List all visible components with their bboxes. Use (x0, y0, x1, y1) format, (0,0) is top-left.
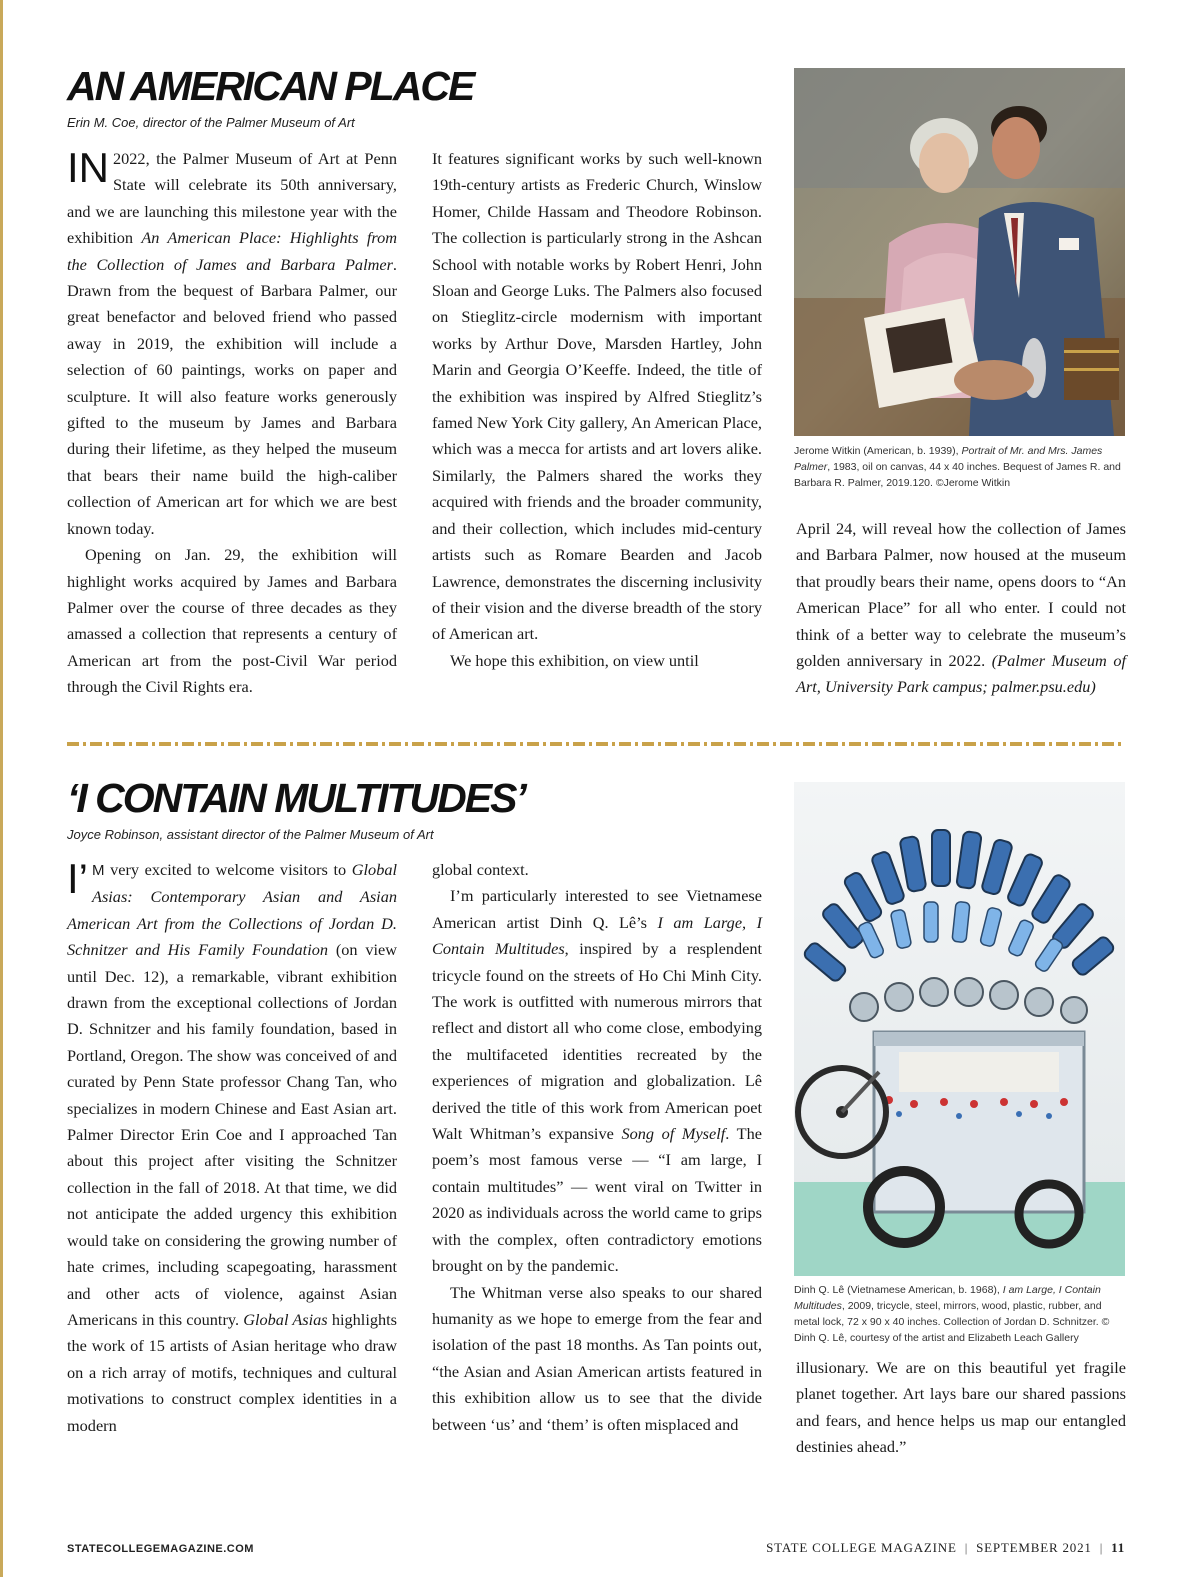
footer-issue-date: SEPTEMBER 2021 (976, 1540, 1092, 1555)
tricycle-sculpture-image (794, 782, 1125, 1276)
portrait-painting-image (794, 68, 1125, 436)
article-title: ‘I CONTAIN MULTITUDES’ (67, 775, 525, 821)
page-number: 11 (1111, 1540, 1125, 1555)
article-column-2 (432, 857, 762, 1438)
paragraph: The Whitman verse also speaks to our shared humanity as we hope to emerge from the fear and isolation of the past 18 months. As Tan points out, “the Asian and Asian American artists featured in this exhibition allow us to see that the divide between ‘us’ and ‘them’ is often misplaced and (432, 1282, 762, 1434)
paragraph: It features significant works by such well-known 19th-century artists as Frederic Church, Winslow Homer, Childe Hassam and Theodore Robinson. The collection is particularly strong in the Ashcan School with notable works by Robert Henri, John Sloan and George Luks. The Palmers also focused on Stieglitz-circle modernism with important works by Arthur Dove, Marsden Hartley, John Marin and Georgia O’Keeffe. Indeed, the title of the exhibition was inspired by Alfred Stieglitz’s famed New York City gallery, An American Place, which was a mecca for artists and art lovers alike. Similarly, the Palmers shared the works they acquired with friends and the broader community, and their collection, which includes mid-century artists such as Romare Bearden and Jacob Lawrence, demonstrates the discerning inclusivity of their vision and the diverse breadth of the story of American art. (432, 149, 762, 644)
paragraph: I’ M very excited to welcome visitors to Global Asias: Contemporary Asian and Asian American Art from the Collections of Jordan D. Schnitzer and His Family Foundation (on view until Dec. 12), a remarkable, vibrant exhibition drawn from the exceptional collections of Jordan D. Schnitzer and his family foundation, based in Portland, Oregon. The show was conceived of and curated by Penn State professor Chang Tan, who specializes in modern Chinese and East Asian art. Palmer Director Erin Coe and I approached Tan about this project after visiting the Schnitzer collection in the fall of 2018. At that time, we did not anticipate the added urgency this exhibition would take on considering the growing number of hate crimes, including scapegoating, harassment and other acts of violence, against Asian Americans in this country. Global Asias highlights the work of 15 artists of Asian heritage who draw on a rich array of motifs, techniques and cultural motivations to construct complex identities in a modern (67, 855, 397, 1435)
footer-folio (766, 1540, 1125, 1556)
footer-separator: | (964, 1540, 969, 1555)
article-byline: Erin M. Coe, director of the Palmer Museum of Art (67, 115, 355, 130)
paragraph: global context. (432, 860, 529, 879)
portrait-caption: Jerome Witkin (American, b. 1939), Portrait of Mr. and Mrs. James Palmer, 1983, oil on canvas, 44 x 40 inches. Bequest of James R. and Barbara R. Palmer, 2019.120. ©Jerome Witkin (794, 445, 1121, 489)
portrait-painting-illustration (794, 68, 1125, 436)
tricycle-sculpture-illustration (794, 782, 1125, 1276)
paragraph: Opening on Jan. 29, the exhibition will highlight works acquired by James and Barbara Palmer over the course of three decades as they amassed a collection that represents a century of American art from the post-Civil War period through the Civil Rights era. (67, 545, 397, 697)
footer-magazine-name: STATE COLLEGE MAGAZINE (766, 1540, 957, 1555)
paragraph: April 24, will reveal how the collection of James and Barbara Palmer, now housed at the museum that proudly bears their name, opens doors to “An American Place” for all who enter. I could not think of a better way to celebrate the museum’s golden anniversary in 2022. (Palmer Museum of Art, University Park campus; palmer.psu.edu) (796, 519, 1126, 697)
paragraph: IN 2022, the Palmer Museum of Art at Penn State will celebrate its 50th anniversary, and we are launching this milestone year with the exhibition An American Place: Highlights from the Collection of James and Barbara Palmer. Drawn from the bequest of Barbara Palmer, our great benefactor and beloved friend who passed away in 2019, the exhibition will include a selection of 60 paintings, works on paper and sculpture. It will also feature works generously gifted to the museum by James and Barbara during their lifetime, as they helped the museum that bears their name build the high-caliber collection of American art for which we are best known today. (67, 144, 397, 538)
section-divider (67, 742, 1125, 746)
article-column-3 (796, 516, 1126, 701)
paragraph: We hope this exhibition, on view until (450, 650, 699, 670)
drop-cap: I’ (67, 855, 88, 902)
sculpture-caption: Dinh Q. Lê (Vietnamese American, b. 1968), I am Large, I Contain Multitudes, 2009, tricycle, steel, mirrors, wood, plastic, rubber, and metal lock, 72 x 90 x 40 inches. Collection of Jordan D. Schnitzer. © Dinh Q. Lê, courtesy of the artist and Elizabeth Leach Gallery (794, 1284, 1110, 1344)
article-column-1 (67, 146, 397, 701)
paragraph: illusionary. We are on this beautiful yet fragile planet together. Art lays bare our shared passions and fears, and hence helps us map our entangled destinies ahead.” (796, 1358, 1126, 1457)
article-column-2 (432, 146, 762, 674)
article-title: AN AMERICAN PLACE (67, 63, 474, 109)
article-byline: Joyce Robinson, assistant director of the Palmer Museum of Art (67, 827, 434, 842)
article-column-1 (67, 857, 397, 1439)
paragraph: I’m particularly interested to see Vietnamese American artist Dinh Q. Lê’s I am Large, I Contain Multitudes, inspired by a resplendent tricycle found on the streets of Ho Chi Minh City. The work is outfitted with numerous mirrors that reflect and distort all who come close, embodying the multifaceted identities recreated by the experiences of migration and globalization. Lê derived the title of this work from American poet Walt Whitman’s expansive Song of Myself. The poem’s most famous verse — “I am large, I contain multitudes” — went viral on Twitter in 2020 as individuals across the world came to grips with the complex, often contradictory emotions brought on by the pandemic. (432, 886, 763, 1276)
footer-website: STATECOLLEGEMAGAZINE.COM (67, 1543, 254, 1555)
article-column-3 (796, 1355, 1126, 1461)
page-edge-rule (0, 0, 3, 1577)
drop-cap: IN (67, 144, 109, 191)
footer-separator: | (1099, 1540, 1104, 1555)
